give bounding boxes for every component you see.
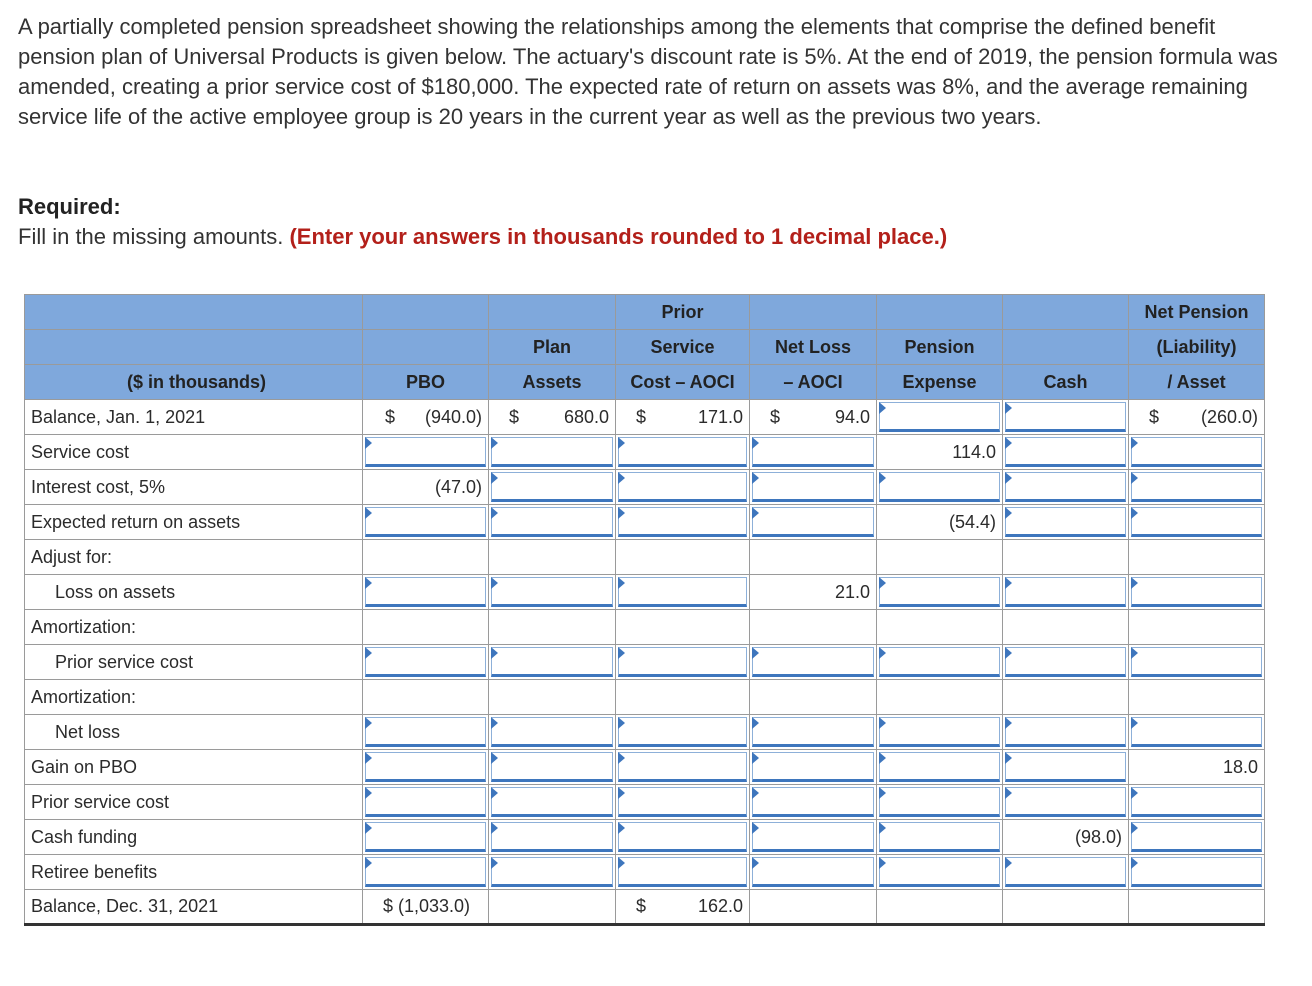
row-label: Gain on PBO bbox=[25, 750, 363, 785]
answer-input[interactable] bbox=[1131, 717, 1262, 747]
answer-input[interactable] bbox=[1005, 577, 1126, 607]
answer-input[interactable] bbox=[752, 472, 874, 502]
answer-input[interactable] bbox=[1131, 437, 1262, 467]
row-label: Retiree benefits bbox=[25, 855, 363, 890]
cash-cell bbox=[1003, 400, 1129, 435]
netloss-cell bbox=[750, 575, 877, 610]
pbo-value: $ (1,033.0) bbox=[383, 896, 471, 916]
assets-cell bbox=[489, 400, 616, 435]
expense-cell bbox=[877, 505, 1003, 540]
row-label: Interest cost, 5% bbox=[25, 470, 363, 505]
row-label: Amortization: bbox=[25, 610, 363, 645]
header-cell: (Liability) bbox=[1129, 330, 1265, 365]
pbo-value: (940.0) bbox=[424, 406, 482, 427]
table-row bbox=[25, 470, 1265, 505]
netloss-value: 21.0 bbox=[834, 581, 870, 602]
table-row bbox=[25, 610, 1265, 645]
header-cell bbox=[489, 295, 616, 330]
answer-input[interactable] bbox=[491, 437, 613, 467]
required-text: Fill in the missing amounts. bbox=[18, 224, 284, 249]
answer-input[interactable] bbox=[618, 717, 747, 747]
dollar-sign: $ bbox=[1149, 406, 1160, 427]
netloss-cell bbox=[750, 400, 877, 435]
answer-input[interactable] bbox=[879, 822, 1000, 852]
netloss-value: 94.0 bbox=[834, 406, 870, 427]
answer-input[interactable] bbox=[491, 647, 613, 677]
row-label: Net loss bbox=[25, 715, 363, 750]
answer-input[interactable] bbox=[1005, 857, 1126, 887]
row-label: Adjust for: bbox=[25, 540, 363, 575]
answer-input[interactable] bbox=[1005, 507, 1126, 537]
answer-input[interactable] bbox=[1005, 437, 1126, 467]
row-label: Amortization: bbox=[25, 680, 363, 715]
table-row bbox=[25, 785, 1265, 820]
answer-input[interactable] bbox=[491, 822, 613, 852]
answer-input[interactable] bbox=[1131, 787, 1262, 817]
pension-worksheet bbox=[24, 294, 1265, 926]
header-cell bbox=[1003, 330, 1129, 365]
answer-input[interactable] bbox=[365, 857, 486, 887]
expense-cell bbox=[877, 400, 1003, 435]
answer-input[interactable] bbox=[1131, 577, 1262, 607]
header-cell: – AOCI bbox=[750, 365, 877, 400]
answer-input[interactable] bbox=[1005, 402, 1126, 432]
cash-cell bbox=[1003, 820, 1129, 855]
answer-input[interactable] bbox=[618, 752, 747, 782]
answer-input[interactable] bbox=[752, 507, 874, 537]
expense-value: 114.0 bbox=[952, 441, 996, 462]
answer-input[interactable] bbox=[1131, 857, 1262, 887]
answer-input[interactable] bbox=[879, 577, 1000, 607]
table-row bbox=[25, 855, 1265, 890]
header-cell bbox=[1003, 295, 1129, 330]
netpension-value: (260.0) bbox=[1200, 406, 1258, 427]
table-row bbox=[25, 890, 1265, 925]
answer-input[interactable] bbox=[1131, 647, 1262, 677]
row-label: Balance, Jan. 1, 2021 bbox=[25, 400, 363, 435]
answer-input[interactable] bbox=[618, 787, 747, 817]
header-cell: Plan bbox=[489, 330, 616, 365]
row-label: Loss on assets bbox=[25, 575, 363, 610]
answer-input[interactable] bbox=[752, 647, 874, 677]
answer-input[interactable] bbox=[618, 822, 747, 852]
dollar-sign: $ bbox=[636, 896, 647, 916]
answer-input[interactable] bbox=[1005, 472, 1126, 502]
header-cell: Pension bbox=[877, 330, 1003, 365]
row-label: Prior service cost bbox=[25, 645, 363, 680]
netpension-value: 18.0 bbox=[1222, 756, 1258, 777]
table-row bbox=[25, 540, 1265, 575]
answer-input[interactable] bbox=[491, 752, 613, 782]
answer-input[interactable] bbox=[879, 472, 1000, 502]
answer-input[interactable] bbox=[491, 577, 613, 607]
answer-input[interactable] bbox=[365, 507, 486, 537]
expense-cell bbox=[877, 435, 1003, 470]
answer-input[interactable] bbox=[752, 752, 874, 782]
header-cell bbox=[25, 295, 363, 330]
answer-input[interactable] bbox=[491, 507, 613, 537]
answer-input[interactable] bbox=[618, 507, 747, 537]
header-cell: Service bbox=[616, 330, 750, 365]
header-cell bbox=[750, 295, 877, 330]
dollar-sign: $ bbox=[636, 406, 647, 427]
table-row bbox=[25, 435, 1265, 470]
row-label: Service cost bbox=[25, 435, 363, 470]
header-cell: ($ in thousands) bbox=[25, 365, 363, 400]
netpension-cell bbox=[1129, 750, 1265, 785]
netpension-cell bbox=[1129, 400, 1265, 435]
answer-input[interactable] bbox=[752, 822, 874, 852]
expense-value: (54.4) bbox=[948, 511, 996, 532]
answer-input[interactable] bbox=[365, 822, 486, 852]
psc-cell bbox=[616, 890, 750, 925]
answer-input[interactable] bbox=[618, 857, 747, 887]
answer-input[interactable] bbox=[1005, 647, 1126, 677]
problem-intro: A partially completed pension spreadsheet showing the relationships among the elements that comprise the defined benefit pension plan of Universal Products is given below. The actuary's discount rate is 5%. At the end of 2019, the pension formula was amended, creating a prior service cost of $180,000. The expected rate of return on assets was 8%, and the average remaining service life of the active employee group is 20 years in the current year as well as the previous two years. bbox=[18, 14, 1278, 129]
row-label: Cash funding bbox=[25, 820, 363, 855]
header-cell: Prior bbox=[616, 295, 750, 330]
row-label: Balance, Dec. 31, 2021 bbox=[25, 890, 363, 925]
dollar-sign: $ bbox=[509, 406, 520, 427]
answer-input[interactable] bbox=[879, 857, 1000, 887]
header-cell: Cost – AOCI bbox=[616, 365, 750, 400]
answer-input[interactable] bbox=[365, 647, 486, 677]
answer-input[interactable] bbox=[1131, 507, 1262, 537]
header-cell bbox=[363, 330, 489, 365]
row-label: Expected return on assets bbox=[25, 505, 363, 540]
answer-input[interactable] bbox=[752, 857, 874, 887]
required-note: (Enter your answers in thousands rounded to 1 decimal place.) bbox=[289, 224, 948, 249]
header-cell: Expense bbox=[877, 365, 1003, 400]
header-cell: Assets bbox=[489, 365, 616, 400]
answer-input[interactable] bbox=[752, 717, 874, 747]
answer-input[interactable] bbox=[491, 717, 613, 747]
answer-input[interactable] bbox=[879, 787, 1000, 817]
psc-value: 162.0 bbox=[697, 896, 743, 916]
table-row bbox=[25, 575, 1265, 610]
answer-input[interactable] bbox=[365, 717, 486, 747]
pbo-cell bbox=[363, 400, 489, 435]
row-label: Prior service cost bbox=[25, 785, 363, 820]
required-title: Required: bbox=[18, 194, 121, 219]
pbo-value: (47.0) bbox=[434, 476, 482, 497]
answer-input[interactable] bbox=[618, 437, 747, 467]
table-row bbox=[25, 750, 1265, 785]
psc-value: 171.0 bbox=[697, 406, 743, 427]
answer-input[interactable] bbox=[879, 717, 1000, 747]
answer-input[interactable] bbox=[618, 472, 747, 502]
answer-input[interactable] bbox=[618, 647, 747, 677]
header-cell: Net Loss bbox=[750, 330, 877, 365]
answer-input[interactable] bbox=[365, 787, 486, 817]
answer-input[interactable] bbox=[1005, 787, 1126, 817]
answer-input[interactable] bbox=[879, 647, 1000, 677]
answer-input[interactable] bbox=[1131, 472, 1262, 502]
table-row bbox=[25, 645, 1265, 680]
answer-input[interactable] bbox=[618, 577, 747, 607]
psc-cell bbox=[616, 400, 750, 435]
header-cell bbox=[25, 330, 363, 365]
table-row bbox=[25, 680, 1265, 715]
answer-input[interactable] bbox=[365, 437, 486, 467]
answer-input[interactable] bbox=[491, 857, 613, 887]
answer-input[interactable] bbox=[752, 437, 874, 467]
answer-input[interactable] bbox=[365, 577, 486, 607]
assets-value: 680.0 bbox=[563, 406, 609, 427]
header-cell bbox=[363, 295, 489, 330]
answer-input[interactable] bbox=[365, 752, 486, 782]
table-row bbox=[25, 400, 1265, 435]
header-row-1 bbox=[25, 295, 1265, 330]
answer-input[interactable] bbox=[879, 752, 1000, 782]
table-row bbox=[25, 820, 1265, 855]
header-row-2 bbox=[25, 330, 1265, 365]
pbo-cell bbox=[363, 470, 489, 505]
answer-input[interactable] bbox=[752, 787, 874, 817]
header-cell: / Asset bbox=[1129, 365, 1265, 400]
pbo-cell bbox=[363, 890, 489, 925]
answer-input[interactable] bbox=[491, 472, 613, 502]
answer-input[interactable] bbox=[1005, 752, 1126, 782]
header-cell: Cash bbox=[1003, 365, 1129, 400]
table-row bbox=[25, 715, 1265, 750]
table-row bbox=[25, 505, 1265, 540]
cash-value: (98.0) bbox=[1074, 826, 1122, 847]
answer-input[interactable] bbox=[879, 402, 1000, 432]
required-instructions bbox=[18, 224, 947, 250]
header-cell bbox=[877, 295, 1003, 330]
answer-input[interactable] bbox=[1005, 717, 1126, 747]
answer-input[interactable] bbox=[491, 787, 613, 817]
header-row-3 bbox=[25, 365, 1265, 400]
header-cell: Net Pension bbox=[1129, 295, 1265, 330]
dollar-sign: $ bbox=[770, 406, 781, 427]
answer-input[interactable] bbox=[1131, 822, 1262, 852]
header-cell: PBO bbox=[363, 365, 489, 400]
dollar-sign: $ bbox=[385, 406, 396, 427]
